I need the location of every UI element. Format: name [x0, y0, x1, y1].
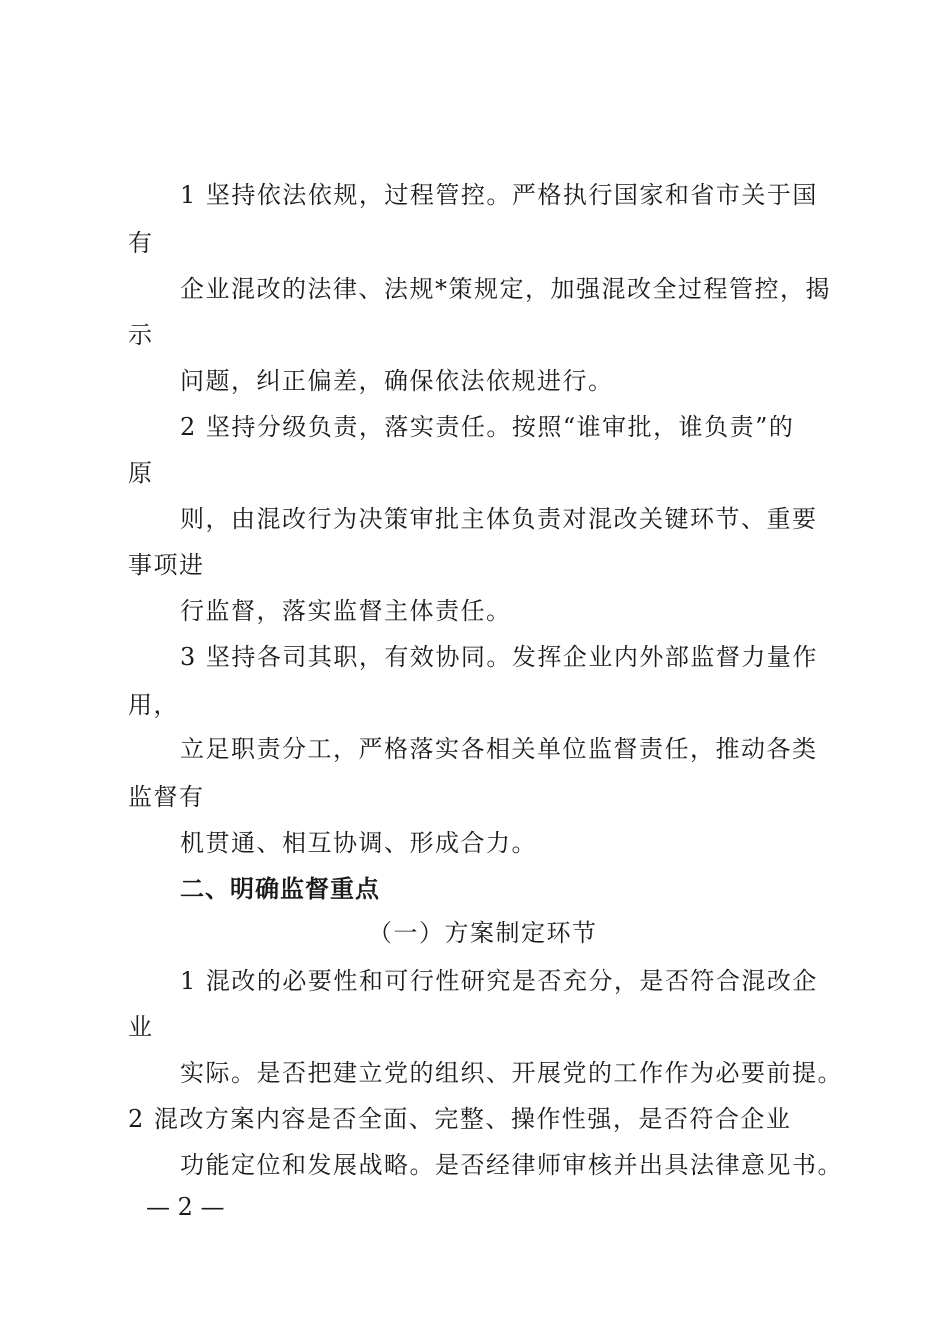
- body-line: 2 坚持分级负责，落实责任。按照“谁审批，谁负责”的: [180, 413, 795, 441]
- body-line: 行监督，落实监督主体责任。: [180, 597, 512, 625]
- body-line: 1 混改的必要性和可行性研究是否充分，是否符合混改企: [180, 967, 818, 995]
- section-heading: 二、明确监督重点: [180, 875, 380, 903]
- body-line: 业: [128, 1013, 154, 1041]
- body-line: 企业混改的法律、法规*策规定，加强混改全过程管控，揭: [180, 275, 831, 303]
- body-line: 监督有: [128, 783, 205, 811]
- body-line: 用，: [128, 691, 179, 719]
- body-line: 2 混改方案内容是否全面、完整、操作性强，是否符合企业: [128, 1105, 792, 1133]
- body-line: 立足职责分工，严格落实各相关单位监督责任，推动各类: [180, 735, 818, 763]
- subsection-heading: （一）方案制定环节: [368, 919, 598, 947]
- body-line: 实际。是否把建立党的组织、开展党的工作作为必要前提。: [180, 1059, 843, 1087]
- body-line: 有: [128, 229, 154, 257]
- body-line: 机贯通、相互协调、形成合力。: [180, 829, 537, 857]
- body-line: 3 坚持各司其职，有效协同。发挥企业内外部监督力量作: [180, 643, 818, 671]
- body-line: 问题，纠正偏差，确保依法依规进行。: [180, 367, 614, 395]
- body-line: 则，由混改行为决策审批主体负责对混改关键环节、重要: [180, 505, 818, 533]
- body-line: 示: [128, 321, 154, 349]
- page-number: — 2 —: [146, 1193, 225, 1221]
- body-line: 功能定位和发展战略。是否经律师审核并出具法律意见书。: [180, 1151, 843, 1179]
- body-line: 1 坚持依法依规，过程管控。严格执行国家和省市关于国: [180, 181, 818, 209]
- body-line: 原: [128, 459, 154, 487]
- body-line: 事项进: [128, 551, 205, 579]
